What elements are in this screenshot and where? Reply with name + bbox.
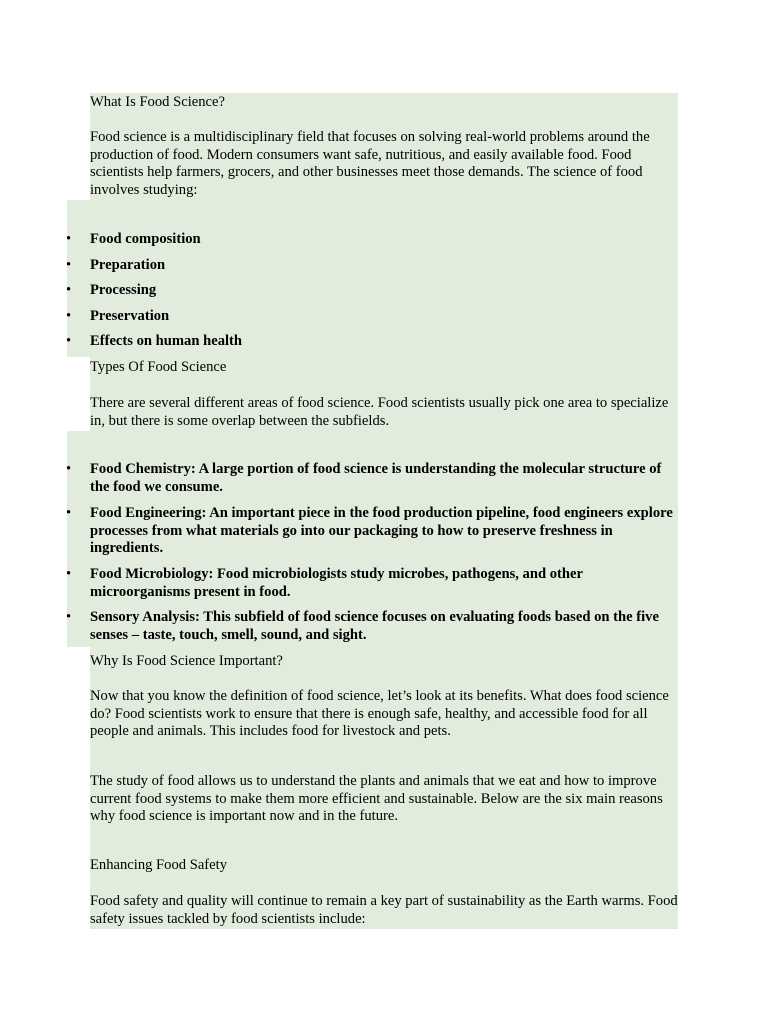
list-item: • Processing — [90, 282, 678, 300]
list-item: • Preparation — [90, 257, 678, 275]
list-item: • Sensory Analysis: This subfield of food science focuses on evaluating foods based on the five senses – taste, touch, smell, sound, and sight. — [90, 609, 678, 644]
heading-types-of-food-science: Types Of Food Science — [90, 359, 227, 375]
list-item: • Effects on human health — [90, 333, 678, 351]
paragraph-importance-2: The study of food allows us to understand the plants and animals that we eat and how to improve current food systems to make them more efficient and sustainable. Below are the six main reasons why food science is important now and in the future. — [90, 773, 663, 824]
list-item: • Food composition — [90, 231, 678, 249]
list-item: • Preservation — [90, 308, 678, 326]
heading-why-important: Why Is Food Science Important? — [90, 653, 283, 669]
paragraph-importance-1: Now that you know the definition of food science, let’s look at its benefits. What does food science do? Food scientists work to ensure that there is enough safe, healthy, and accessible food for all people and animals. This includes food for livestock and pets. — [90, 688, 669, 739]
list-item: • Food Chemistry: A large portion of food science is understanding the molecular structure of the food we consume. — [90, 461, 678, 496]
heading-enhancing-food-safety: Enhancing Food Safety — [90, 857, 227, 873]
heading-what-is-food-science: What Is Food Science? — [90, 94, 225, 110]
paragraph-types: There are several different areas of food science. Food scientists usually pick one area to specialize in, but there is some overlap between the subfields. — [90, 395, 669, 429]
list-item: • Food Engineering: An important piece in the food production pipeline, food engineers explore processes from what materials go into our packaging to how to preserve freshness in ingredients. — [90, 505, 678, 558]
paragraph-intro: Food science is a multidisciplinary field that focuses on solving real-world problems around the production of food. Modern consumers want safe, nutritious, and easily available food. Food scientists help farmers, grocers, and other businesses meet those demands. The science of food involves studying: — [90, 129, 650, 198]
paragraph-safety: Food safety and quality will continue to remain a key part of sustainability as the Earth warms. Food safety issues tackled by food scientists include: — [90, 893, 678, 927]
list-item: • Food Microbiology: Food microbiologists study microbes, pathogens, and other microorganisms present in food. — [90, 566, 678, 601]
